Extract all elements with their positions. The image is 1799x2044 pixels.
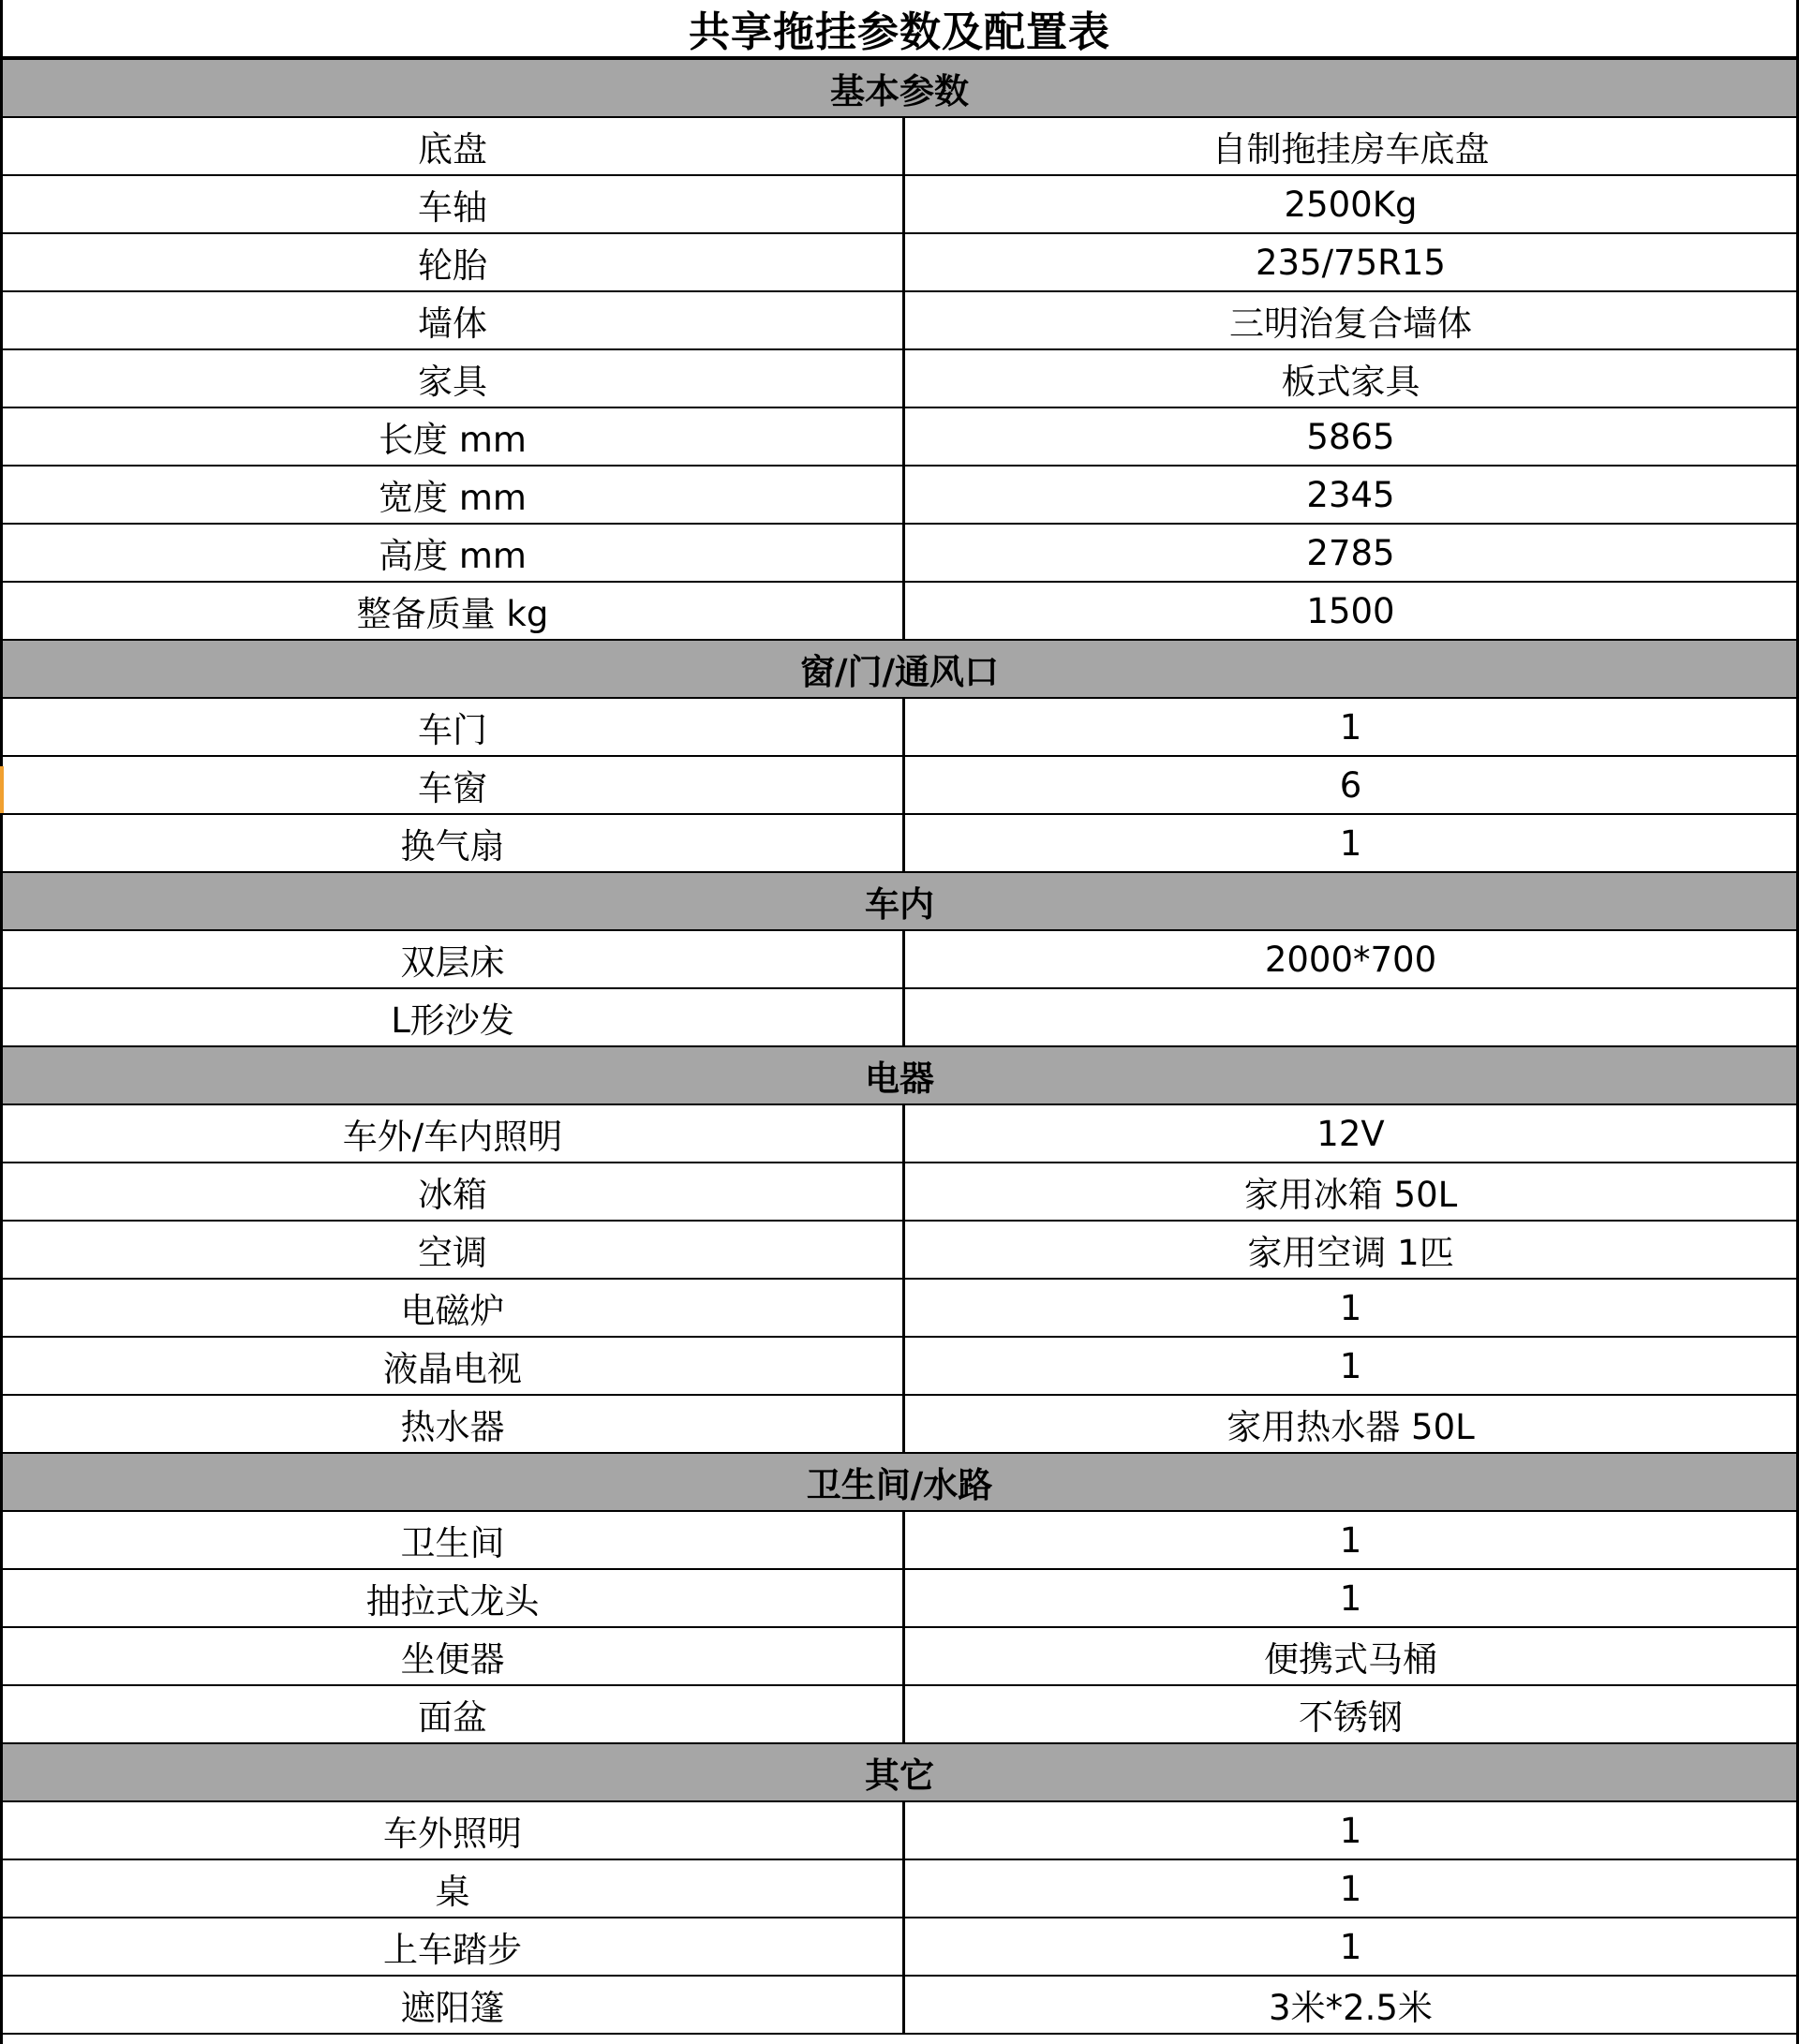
table-row	[3, 1396, 1796, 1454]
row-label: 面盆	[3, 1686, 905, 1742]
row-value: 便携式马桶	[1264, 1639, 1437, 1680]
table-row	[3, 1512, 1796, 1570]
section-header: 卫生间/水路	[3, 1454, 1796, 1512]
row-label: 家具	[3, 350, 905, 407]
row-value: 板式家具	[1281, 362, 1420, 402]
table-row	[3, 118, 1796, 176]
row-label: 双层床	[3, 931, 905, 987]
row-value: 2785	[1306, 532, 1395, 573]
row-value: 6	[1339, 764, 1362, 806]
table-row	[3, 525, 1796, 583]
table-row	[3, 1222, 1796, 1280]
row-value: 12V	[1316, 1113, 1385, 1154]
row-label: 电磁炉	[3, 1280, 905, 1336]
table-row	[3, 1802, 1796, 1860]
row-label: 空调	[3, 1222, 905, 1278]
row-value: 1	[1339, 1926, 1362, 1967]
row-label: 遮阳篷	[3, 1977, 905, 2033]
row-value: 家用空调 1匹	[1247, 1233, 1454, 1273]
row-label: 冰箱	[3, 1163, 905, 1220]
row-label: 坐便器	[3, 1628, 905, 1684]
table-body	[3, 60, 1796, 2035]
row-label: 卫生间	[3, 1512, 905, 1568]
table-row	[3, 757, 1796, 815]
row-value: 1	[1339, 1577, 1362, 1619]
table-row	[3, 1570, 1796, 1628]
row-label: 墙体	[3, 292, 905, 348]
row-value: 家用热水器 50L	[1227, 1407, 1475, 1447]
row-label: 液晶电视	[3, 1338, 905, 1394]
row-label: 整备质量 kg	[3, 583, 905, 639]
table-row	[3, 1163, 1796, 1222]
selection-marker	[0, 766, 4, 813]
row-label: 车门	[3, 699, 905, 755]
table-row	[3, 583, 1796, 641]
row-value: 1	[1339, 1810, 1362, 1851]
table-row	[3, 699, 1796, 757]
row-label: 宽度 mm	[3, 467, 905, 523]
row-label: 车外/车内照明	[3, 1105, 905, 1162]
section-header: 车内	[3, 873, 1796, 931]
table-row	[3, 292, 1796, 350]
row-label: 抽拉式龙头	[3, 1570, 905, 1626]
table-row	[3, 176, 1796, 234]
table-row	[3, 1628, 1796, 1686]
row-label: 车窗	[3, 757, 905, 813]
row-label: 热水器	[3, 1396, 905, 1452]
table-row	[3, 234, 1796, 292]
row-value: 1	[1339, 1287, 1362, 1328]
section-header: 基本参数	[3, 60, 1796, 118]
table-row	[3, 467, 1796, 525]
row-value: 1	[1339, 1868, 1362, 1909]
table-row	[3, 1860, 1796, 1918]
table-row	[3, 1918, 1796, 1977]
row-value	[905, 989, 1796, 1045]
table-row	[3, 408, 1796, 467]
row-value: 家用冰箱 50L	[1243, 1175, 1458, 1215]
table-row	[3, 815, 1796, 873]
section-header: 其它	[3, 1744, 1796, 1802]
row-label: 桌	[3, 1860, 905, 1917]
row-value: 1500	[1306, 590, 1395, 631]
row-value: 235/75R15	[1256, 242, 1446, 283]
table-row	[3, 1686, 1796, 1744]
table-row	[3, 1338, 1796, 1396]
section-header: 窗/门/通风口	[3, 641, 1796, 699]
table-row	[3, 931, 1796, 989]
row-value: 5865	[1306, 416, 1395, 457]
row-value: 2000*700	[1264, 939, 1437, 980]
row-value: 2500Kg	[1284, 184, 1418, 225]
row-label: 车外照明	[3, 1802, 905, 1859]
row-value: 1	[1339, 822, 1362, 864]
row-label: 轮胎	[3, 234, 905, 290]
row-value: 1	[1339, 1345, 1362, 1386]
row-value: 三明治复合墙体	[1229, 304, 1472, 344]
section-header: 电器	[3, 1047, 1796, 1105]
table-row	[3, 1977, 1796, 2035]
row-value: 自制拖挂房车底盘	[1212, 129, 1490, 170]
row-label: 长度 mm	[3, 408, 905, 465]
row-value: 1	[1339, 706, 1362, 748]
row-value: 3米*2.5米	[1269, 1988, 1433, 2028]
row-label: 底盘	[3, 118, 905, 174]
table-row	[3, 350, 1796, 408]
row-label: 上车踏步	[3, 1918, 905, 1975]
row-value: 不锈钢	[1299, 1697, 1403, 1738]
row-label: 高度 mm	[3, 525, 905, 581]
table-row	[3, 1280, 1796, 1338]
row-label: 车轴	[3, 176, 905, 232]
row-value: 2345	[1306, 474, 1395, 515]
row-label: 换气扇	[3, 815, 905, 871]
row-label: L形沙发	[3, 989, 905, 1045]
table-row	[3, 1105, 1796, 1163]
row-value: 1	[1339, 1519, 1362, 1561]
table-title: 共享拖挂参数及配置表	[3, 0, 1796, 60]
table-row	[3, 989, 1796, 1047]
